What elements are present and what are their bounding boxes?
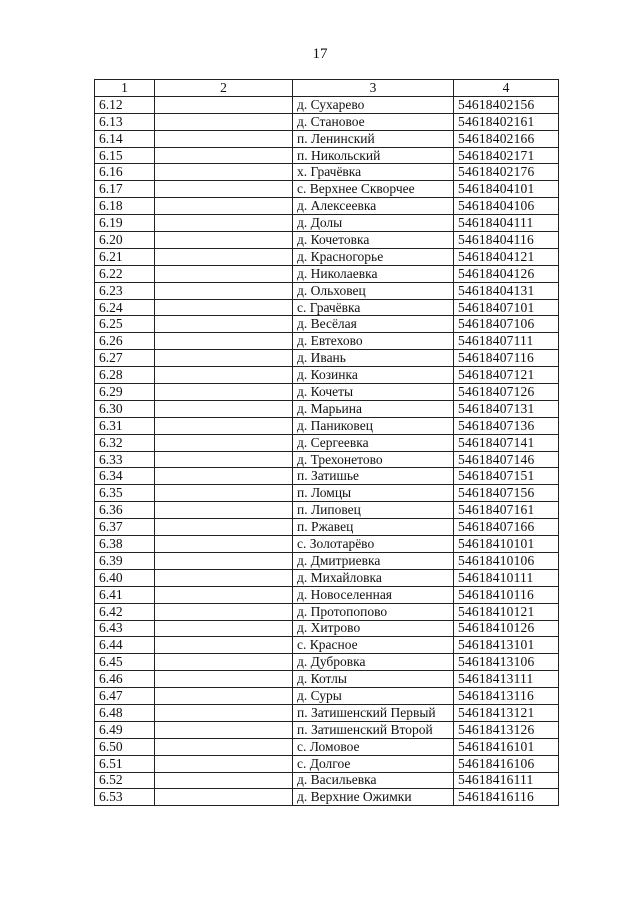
page-number: 17: [312, 46, 328, 62]
column-header: 1: [95, 80, 155, 97]
place-name-cell: с. Золотарёво: [293, 536, 454, 553]
table-row: [95, 130, 559, 147]
place-name-cell: д. Протопопово: [293, 603, 454, 620]
empty-cell: [155, 417, 293, 434]
place-name-cell: п. Затишенский Первый: [293, 704, 454, 721]
empty-cell: [155, 485, 293, 502]
code-cell: 54618410106: [454, 552, 559, 569]
code-cell: 54618407131: [454, 400, 559, 417]
row-number-cell: 6.17: [95, 181, 155, 198]
row-number-cell: 6.18: [95, 198, 155, 215]
place-name-cell: д. Долы: [293, 215, 454, 232]
table-row: [95, 451, 559, 468]
empty-cell: [155, 232, 293, 249]
empty-cell: [155, 164, 293, 181]
code-cell: 54618413116: [454, 688, 559, 705]
table-row: [95, 755, 559, 772]
place-name-cell: д. Николаевка: [293, 265, 454, 282]
row-number-cell: 6.24: [95, 299, 155, 316]
empty-cell: [155, 569, 293, 586]
table-row: [95, 367, 559, 384]
row-number-cell: 6.19: [95, 215, 155, 232]
place-name-cell: п. Ржавец: [293, 519, 454, 536]
row-number-cell: 6.33: [95, 451, 155, 468]
place-name-cell: д. Марьина: [293, 400, 454, 417]
row-number-cell: 6.41: [95, 586, 155, 603]
code-cell: 54618407141: [454, 434, 559, 451]
empty-cell: [155, 367, 293, 384]
place-name-cell: д. Дубровка: [293, 654, 454, 671]
table-row: [95, 164, 559, 181]
table-row: [95, 316, 559, 333]
code-cell: 54618407111: [454, 333, 559, 350]
code-cell: 54618416116: [454, 789, 559, 806]
code-cell: 54618413106: [454, 654, 559, 671]
table-row: [95, 147, 559, 164]
row-number-cell: 6.35: [95, 485, 155, 502]
table-row: [95, 485, 559, 502]
code-cell: 54618407156: [454, 485, 559, 502]
place-name-cell: п. Затишье: [293, 468, 454, 485]
place-name-cell: д. Котлы: [293, 671, 454, 688]
row-number-cell: 6.48: [95, 704, 155, 721]
row-number-cell: 6.50: [95, 738, 155, 755]
table-row: [95, 181, 559, 198]
row-number-cell: 6.45: [95, 654, 155, 671]
place-name-cell: п. Липовец: [293, 502, 454, 519]
empty-cell: [155, 704, 293, 721]
empty-cell: [155, 789, 293, 806]
table-row: [95, 400, 559, 417]
code-cell: 54618410101: [454, 536, 559, 553]
table-row: [95, 620, 559, 637]
row-number-cell: 6.44: [95, 637, 155, 654]
place-name-cell: д. Суры: [293, 688, 454, 705]
row-number-cell: 6.26: [95, 333, 155, 350]
code-cell: 54618402161: [454, 113, 559, 130]
code-cell: 54618413111: [454, 671, 559, 688]
place-name-cell: п. Ленинский: [293, 130, 454, 147]
table-row: [95, 704, 559, 721]
table-row: [95, 772, 559, 789]
empty-cell: [155, 468, 293, 485]
row-number-cell: 6.52: [95, 772, 155, 789]
row-number-cell: 6.49: [95, 721, 155, 738]
empty-cell: [155, 552, 293, 569]
table-row: [95, 536, 559, 553]
row-number-cell: 6.38: [95, 536, 155, 553]
empty-cell: [155, 519, 293, 536]
table-row: [95, 654, 559, 671]
settlements-table: [94, 79, 559, 806]
empty-cell: [155, 603, 293, 620]
empty-cell: [155, 688, 293, 705]
place-name-cell: с. Долгое: [293, 755, 454, 772]
code-cell: 54618404121: [454, 248, 559, 265]
table-row: [95, 637, 559, 654]
code-cell: 54618407106: [454, 316, 559, 333]
code-cell: 54618407166: [454, 519, 559, 536]
table-row: [95, 350, 559, 367]
column-header: 3: [293, 80, 454, 97]
row-number-cell: 6.51: [95, 755, 155, 772]
place-name-cell: с. Грачёвка: [293, 299, 454, 316]
place-name-cell: д. Алексеевка: [293, 198, 454, 215]
empty-cell: [155, 130, 293, 147]
row-number-cell: 6.47: [95, 688, 155, 705]
code-cell: 54618404106: [454, 198, 559, 215]
code-cell: 54618407121: [454, 367, 559, 384]
code-cell: 54618410126: [454, 620, 559, 637]
place-name-cell: д. Весёлая: [293, 316, 454, 333]
place-name-cell: с. Ломовое: [293, 738, 454, 755]
place-name-cell: д. Красногорье: [293, 248, 454, 265]
place-name-cell: п. Затишенский Второй: [293, 721, 454, 738]
code-cell: 54618407126: [454, 384, 559, 401]
table-header-row: [95, 80, 559, 97]
row-number-cell: 6.22: [95, 265, 155, 282]
place-name-cell: с. Красное: [293, 637, 454, 654]
code-cell: 54618413126: [454, 721, 559, 738]
table-row: [95, 569, 559, 586]
place-name-cell: п. Никольский: [293, 147, 454, 164]
table-row: [95, 215, 559, 232]
table-row: [95, 248, 559, 265]
code-cell: 54618404126: [454, 265, 559, 282]
row-number-cell: 6.27: [95, 350, 155, 367]
table-row: [95, 96, 559, 113]
row-number-cell: 6.53: [95, 789, 155, 806]
row-number-cell: 6.20: [95, 232, 155, 249]
table-row: [95, 333, 559, 350]
table-row: [95, 282, 559, 299]
empty-cell: [155, 333, 293, 350]
table-row: [95, 586, 559, 603]
table-row: [95, 603, 559, 620]
place-name-cell: д. Евтехово: [293, 333, 454, 350]
place-name-cell: д. Становое: [293, 113, 454, 130]
row-number-cell: 6.37: [95, 519, 155, 536]
place-name-cell: д. Васильевка: [293, 772, 454, 789]
row-number-cell: 6.13: [95, 113, 155, 130]
row-number-cell: 6.16: [95, 164, 155, 181]
code-cell: 54618407101: [454, 299, 559, 316]
code-cell: 54618416111: [454, 772, 559, 789]
empty-cell: [155, 755, 293, 772]
code-cell: 54618416101: [454, 738, 559, 755]
empty-cell: [155, 536, 293, 553]
table-row: [95, 738, 559, 755]
place-name-cell: д. Михайловка: [293, 569, 454, 586]
table-body: [95, 96, 559, 805]
table-row: [95, 265, 559, 282]
code-cell: 54618413121: [454, 704, 559, 721]
empty-cell: [155, 400, 293, 417]
code-cell: 54618407146: [454, 451, 559, 468]
table-row: [95, 434, 559, 451]
empty-cell: [155, 620, 293, 637]
code-cell: 54618404101: [454, 181, 559, 198]
place-name-cell: с. Верхнее Скворчее: [293, 181, 454, 198]
empty-cell: [155, 316, 293, 333]
row-number-cell: 6.12: [95, 96, 155, 113]
place-name-cell: д. Трехонетово: [293, 451, 454, 468]
table-row: [95, 688, 559, 705]
code-cell: 54618402166: [454, 130, 559, 147]
empty-cell: [155, 721, 293, 738]
row-number-cell: 6.42: [95, 603, 155, 620]
code-cell: 54618413101: [454, 637, 559, 654]
empty-cell: [155, 350, 293, 367]
empty-cell: [155, 586, 293, 603]
empty-cell: [155, 671, 293, 688]
place-name-cell: д. Хитрово: [293, 620, 454, 637]
empty-cell: [155, 772, 293, 789]
empty-cell: [155, 451, 293, 468]
table-row: [95, 299, 559, 316]
place-name-cell: д. Сухарево: [293, 96, 454, 113]
empty-cell: [155, 248, 293, 265]
place-name-cell: х. Грачёвка: [293, 164, 454, 181]
code-cell: 54618407151: [454, 468, 559, 485]
code-cell: 54618410111: [454, 569, 559, 586]
empty-cell: [155, 637, 293, 654]
empty-cell: [155, 434, 293, 451]
place-name-cell: д. Новоселенная: [293, 586, 454, 603]
column-header: 4: [454, 80, 559, 97]
column-header: 2: [155, 80, 293, 97]
row-number-cell: 6.28: [95, 367, 155, 384]
code-cell: 54618402171: [454, 147, 559, 164]
empty-cell: [155, 502, 293, 519]
code-cell: 54618410116: [454, 586, 559, 603]
place-name-cell: п. Ломцы: [293, 485, 454, 502]
table-row: [95, 671, 559, 688]
table-row: [95, 468, 559, 485]
row-number-cell: 6.34: [95, 468, 155, 485]
row-number-cell: 6.21: [95, 248, 155, 265]
row-number-cell: 6.23: [95, 282, 155, 299]
table-row: [95, 519, 559, 536]
empty-cell: [155, 654, 293, 671]
row-number-cell: 6.40: [95, 569, 155, 586]
empty-cell: [155, 198, 293, 215]
row-number-cell: 6.31: [95, 417, 155, 434]
table-row: [95, 789, 559, 806]
empty-cell: [155, 147, 293, 164]
row-number-cell: 6.25: [95, 316, 155, 333]
empty-cell: [155, 96, 293, 113]
empty-cell: [155, 282, 293, 299]
table-row: [95, 502, 559, 519]
empty-cell: [155, 299, 293, 316]
table-row: [95, 552, 559, 569]
table-row: [95, 198, 559, 215]
place-name-cell: д. Верхние Ожимки: [293, 789, 454, 806]
place-name-cell: д. Ольховец: [293, 282, 454, 299]
empty-cell: [155, 738, 293, 755]
code-cell: 54618407116: [454, 350, 559, 367]
row-number-cell: 6.32: [95, 434, 155, 451]
row-number-cell: 6.46: [95, 671, 155, 688]
table-row: [95, 417, 559, 434]
row-number-cell: 6.43: [95, 620, 155, 637]
place-name-cell: д. Кочеты: [293, 384, 454, 401]
code-cell: 54618407161: [454, 502, 559, 519]
row-number-cell: 6.30: [95, 400, 155, 417]
row-number-cell: 6.36: [95, 502, 155, 519]
table-row: [95, 113, 559, 130]
place-name-cell: д. Сергеевка: [293, 434, 454, 451]
empty-cell: [155, 265, 293, 282]
place-name-cell: д. Козинка: [293, 367, 454, 384]
empty-cell: [155, 215, 293, 232]
row-number-cell: 6.39: [95, 552, 155, 569]
code-cell: 54618402176: [454, 164, 559, 181]
table-row: [95, 721, 559, 738]
code-cell: 54618407136: [454, 417, 559, 434]
empty-cell: [155, 181, 293, 198]
row-number-cell: 6.15: [95, 147, 155, 164]
code-cell: 54618404131: [454, 282, 559, 299]
row-number-cell: 6.14: [95, 130, 155, 147]
table-row: [95, 232, 559, 249]
table-row: [95, 384, 559, 401]
code-cell: 54618404116: [454, 232, 559, 249]
code-cell: 54618404111: [454, 215, 559, 232]
code-cell: 54618416106: [454, 755, 559, 772]
code-cell: 54618410121: [454, 603, 559, 620]
place-name-cell: д. Паниковец: [293, 417, 454, 434]
row-number-cell: 6.29: [95, 384, 155, 401]
code-cell: 54618402156: [454, 96, 559, 113]
place-name-cell: д. Кочетовка: [293, 232, 454, 249]
place-name-cell: д. Ивань: [293, 350, 454, 367]
place-name-cell: д. Дмитриевка: [293, 552, 454, 569]
empty-cell: [155, 384, 293, 401]
empty-cell: [155, 113, 293, 130]
